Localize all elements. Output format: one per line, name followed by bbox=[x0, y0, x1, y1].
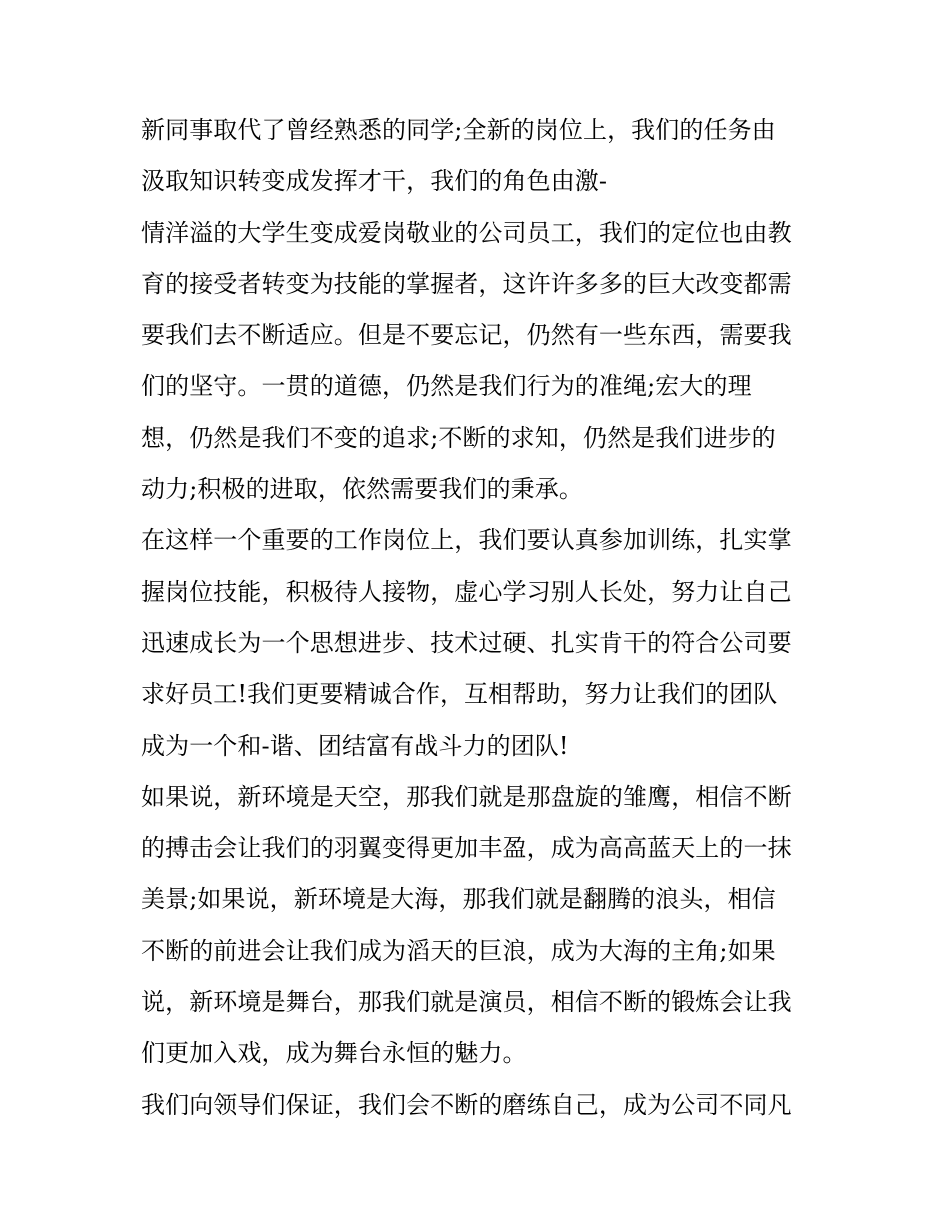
text-line: 如果说，新环境是天空，那我们就是那盘旋的雏鹰，相信不断 bbox=[141, 782, 792, 811]
text-line: 成为一个和-谐、团结富有战斗力的团队! bbox=[141, 731, 569, 760]
text-line: 不断的前进会让我们成为滔天的巨浪，成为大海的主角;如果 bbox=[141, 936, 776, 965]
text-line: 在这样一个重要的工作岗位上，我们要认真参加训练，扎实掌 bbox=[141, 526, 792, 555]
text-line: 汲取知识转变成发挥才干，我们的角色由激- bbox=[141, 167, 608, 196]
text-line: 想，仍然是我们不变的追求;不断的求知，仍然是我们进步的 bbox=[141, 423, 776, 452]
text-line: 说，新环境是舞台，那我们就是演员，相信不断的锻炼会让我 bbox=[141, 988, 792, 1017]
text-line: 新同事取代了曾经熟悉的同学;全新的岗位上，我们的任务由 bbox=[141, 116, 776, 144]
text-line: 要我们去不断适应。但是不要忘记，仍然有一些东西，需要我 bbox=[141, 321, 792, 350]
text-line: 们的坚守。一贯的道德，仍然是我们行为的准绳;宏大的理 bbox=[141, 372, 752, 401]
text-line: 求好员工!我们更要精诚合作，互相帮助，努力让我们的团队 bbox=[141, 680, 778, 709]
text-line: 的搏击会让我们的羽翼变得更加丰盈，成为高高蓝天上的一抹 bbox=[141, 834, 792, 863]
text-line: 美景;如果说，新环境是大海，那我们就是翻腾的浪头，相信 bbox=[141, 885, 776, 914]
text-line: 我们向领导们保证，我们会不断的磨练自己，成为公司不同凡 bbox=[141, 1090, 792, 1119]
body-text bbox=[141, 105, 821, 1131]
text-line: 们更加入戏，成为舞台永恒的魅力。 bbox=[141, 1039, 527, 1068]
text-line: 动力;积极的进取，依然需要我们的秉承。 bbox=[141, 475, 583, 504]
text-line: 迅速成长为一个思想进步、技术过硬、扎实肯干的符合公司要 bbox=[141, 628, 792, 657]
text-line: 握岗位技能，积极待人接物，虚心学习别人长处，努力让自己 bbox=[141, 577, 792, 606]
text-line: 育的接受者转变为技能的掌握者，这许许多多的巨大改变都需 bbox=[141, 269, 792, 298]
text-line: 情洋溢的大学生变成爱岗敬业的公司员工，我们的定位也由教 bbox=[141, 218, 792, 247]
